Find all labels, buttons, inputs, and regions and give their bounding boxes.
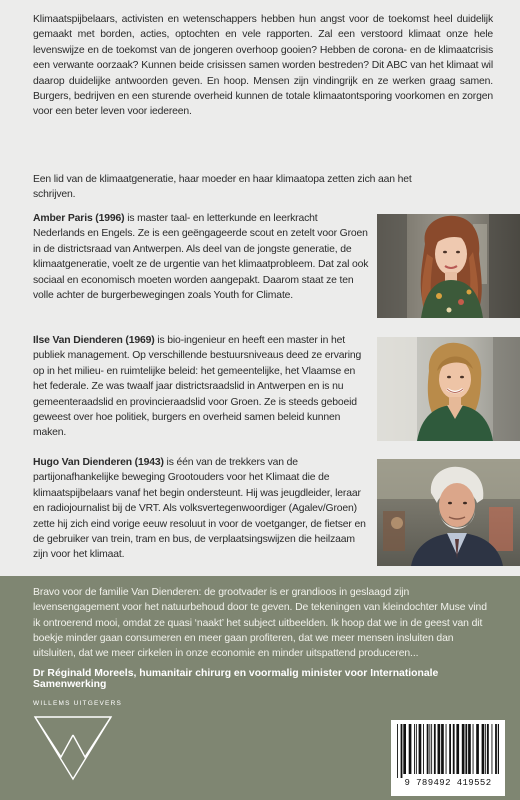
author-photo-amber [377, 214, 520, 318]
publisher-logo-icon [33, 713, 113, 786]
isbn-barcode [391, 720, 505, 796]
endorsement-quote: Bravo voor de familie Van Dienderen: de grootvader is er grandioos in geslaagd zijn levensengagement voor het natuurbehoud door te geven. De tekeningen van kleindochter Muse vind ik ontroerend mooi, omdat ze quasi ‘naakt’ het subject uitbeelden. Ik hoop dat we in de geest van dit boekje minder gaan consumeren en meer gaan profiteren, dat we meer mensen insluiten dan uitsluiten, dat we meer cirkelen in onze economie en minder uitspattend produceren... [33, 587, 487, 660]
authors-lead: Een lid van de klimaatgeneratie, haar moeder en haar klimaatopa zetten zich aan het schrijven. [33, 174, 412, 201]
author-bio-hugo [33, 455, 371, 563]
author-photo-ilse [377, 337, 520, 441]
author-name: Hugo Van Dienderen (1943) [33, 457, 164, 468]
intro-paragraph [33, 12, 493, 120]
publisher-name: WILLEMS UITGEVERS [33, 700, 123, 707]
author-bio-ilse [33, 333, 371, 441]
author-photo-hugo [377, 459, 520, 566]
author-name: Amber Paris (1996) [33, 213, 125, 224]
endorsement-author: Dr Réginald Moreels, humanitair chirurg en voormalig minister voor Internationale Samenwerking [33, 668, 439, 690]
back-cover-bottom-band [0, 576, 520, 800]
author-bio-text: is één van de trekkers van de partijonafhankelijke beweging Grootouders voor het Klimaat die de klimaatspijbelaars vanaf het begin ondersteunt. Hij was jeugdleider, leraar en radiojournalist bij de VRT. Als volksvertegenwoordiger (Agalev/Groen) zette hij zich eind vorige eeuw resoluut in voor de voetganger, de fietser en de gebruiker van trein, tram en bus, de verplaatsingswijzen die heilzaam zijn voor het klimaat. [33, 457, 366, 561]
author-bio-amber [33, 211, 371, 303]
intro-text: Klimaatspijbelaars, activisten en wetenschappers hebben hun angst voor de toekomst heel duidelijk gemaakt met borden, acties, optochten en vele rapporten. Zal een verstoord klimaat onze hele levenswijze en de toekomst van de jongeren overhoop gooien? Hebben de corona- en de klimaatcrisis een verwante oorzaak? Kunnen beide crisissen samen worden bestreden? Dit ABC van het klimaat wil daarop duidelijke antwoorden geven. En hoop. Mensen zijn vindingrijk en ze werken graag samen. Burgers, bedrijven en een sturende overheid kunnen de totale klimaatontsporing voorkomen en zorgen voor een beter leven voor iedereen. [33, 14, 493, 118]
author-name: Ilse Van Dienderen (1969) [33, 335, 155, 346]
author-bio-text: is bio-ingenieur en heeft een master in het publiek management. Op verschillende bestuursniveaus deed ze ervaring op in het milieu- en ruimtelijke beleid: het gemeentelijke, het Vlaamse en het federale. Ze was twaalf jaar districtsraadslid in Antwerpen en is nu gemeenteraadslid en provincieraadslid voor Groen. Ze is steeds geboeid geweest over hoe politiek, burgers en overheid samen beleid kunnen maken. [33, 335, 362, 439]
barcode-bars [397, 724, 499, 778]
author-bio-text: is master taal- en letterkunde en leerkracht Nederlands en Engels. Ze is een geëngageerde scout en zetelt voor Groen in de districtsraad van Antwerpen. Als deel van de jongste generatie, de klimaatgeneratie, voelt ze de urgentie van het klimaatprobleem. Dat zal ook sociaal en economisch moeten worden aangepakt. Daarom staat ze ten volle achter de burgerbewegingen zoals Youth for Climate. [33, 213, 369, 302]
isbn-number: 9 789492 419552 [404, 778, 492, 788]
